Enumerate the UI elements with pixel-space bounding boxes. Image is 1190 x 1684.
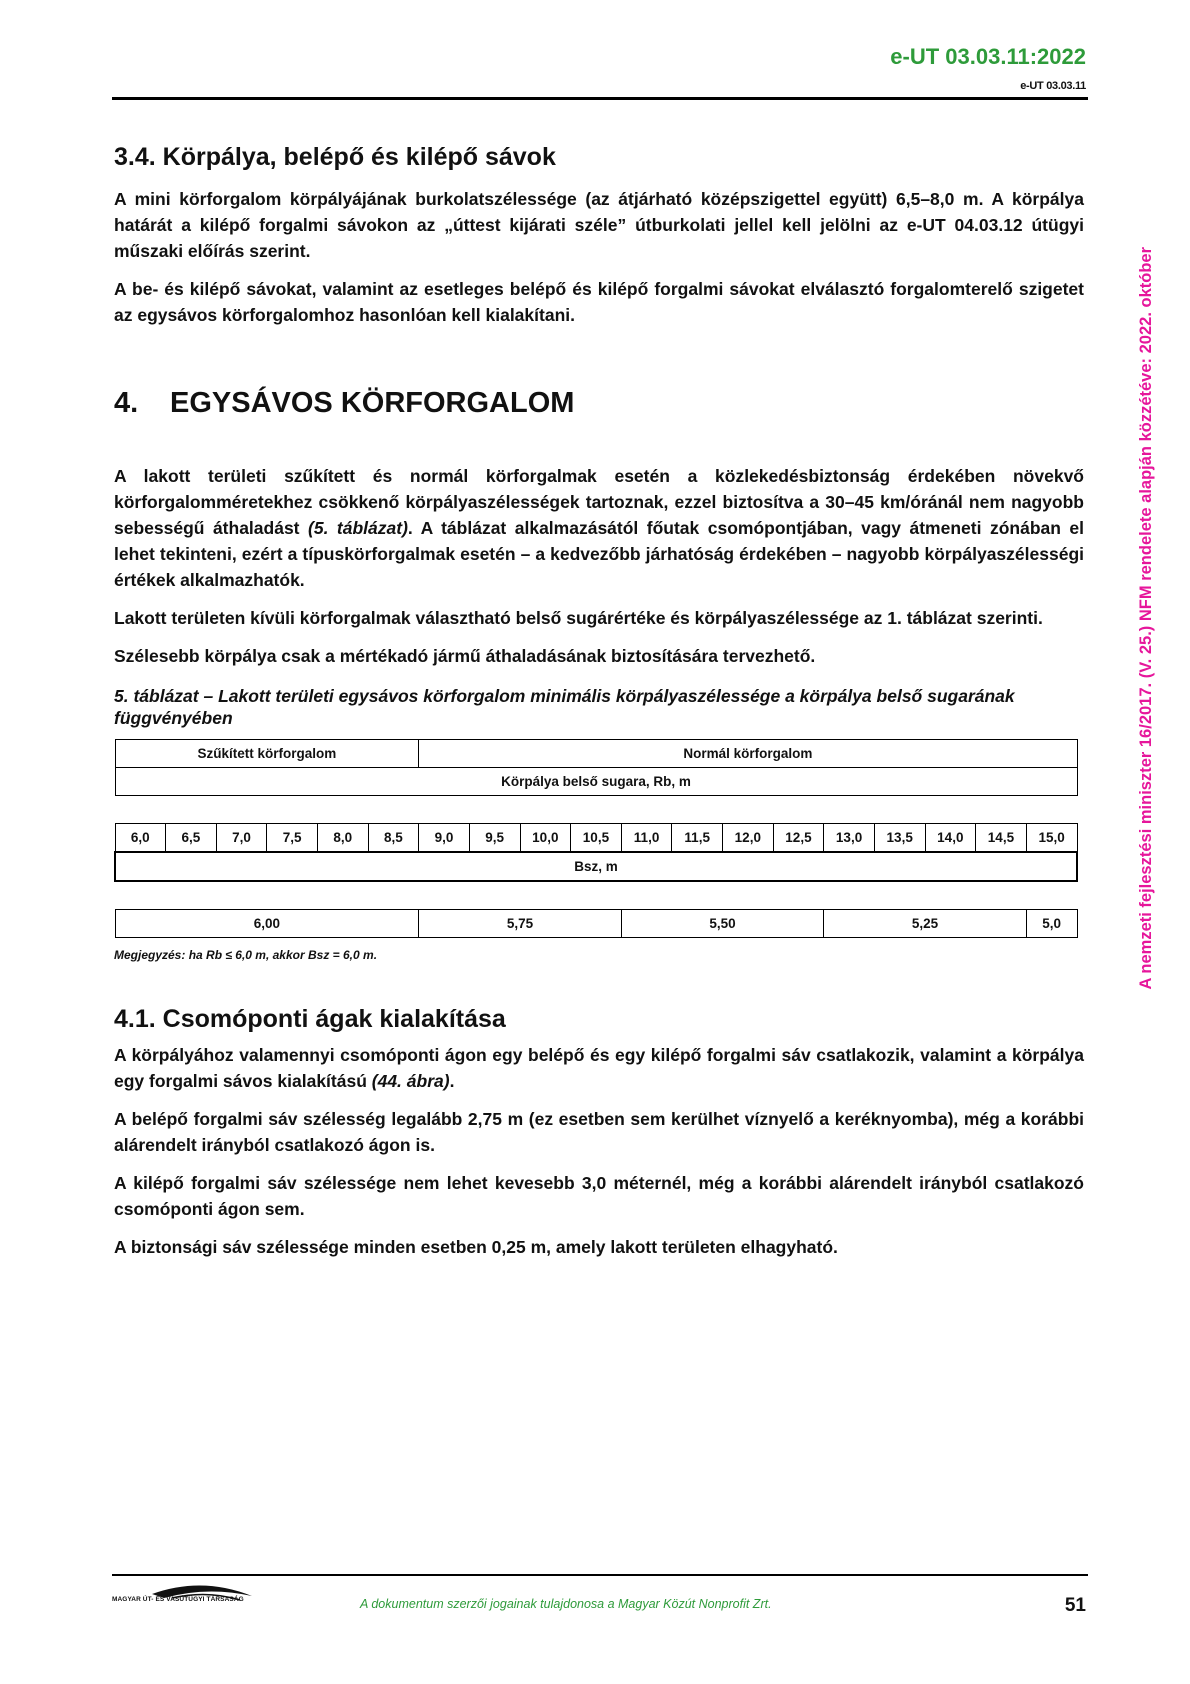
table-gap-row <box>115 795 1077 823</box>
section-4-paragraph-1-tail: . A táblázat alkalmazásától főutak csomópontjában, vagy átmeneti zónában el lehet tekinteni, ezért a típuskörforgalmak esetén – a kedvezőbb járhatóság érdekében – nagyobb körpályaszélességi értékek alkalmazhatók. <box>114 517 1085 590</box>
table-5 <box>114 739 1078 938</box>
radius-cell: 6,0 <box>115 823 166 852</box>
section-4-1-paragraph-3: A kilépő forgalmi sáv szélessége nem lehet kevesebb 3,0 méternél, még a korábbi alárendelt irányból csatlakozó csomóponti ágon sem. <box>114 1172 1084 1219</box>
radius-cell: 13,5 <box>874 823 925 852</box>
section-3-4-paragraph-1: A mini körforgalom körpályájának burkolatszélessége (az átjárható középszigettel együtt) 6,5–8,0 m. A körpálya határát a kilépő forgalmi sávokon az „úttest kijárati széle” útburkolati jellel kell jelölni az e-UT 04.03.12 útügyi műszaki előírás szerint. <box>114 189 1084 261</box>
side-publication-note-text: A nemzeti fejlesztési miniszter 16/2017. (V. 25.) NFM rendelete alapján közzétéve: 2022. október <box>1136 246 1155 990</box>
section-3-4-paragraph-2: A be- és kilépő sávokat, valamint az esetleges belépő és kilépő forgalmi sávokat elválasztó forgalomterelő szigetet az egysávos körforgalomhoz hasonlóan kell kialakítani. <box>114 279 1084 325</box>
radius-cell: 11,5 <box>672 823 723 852</box>
table-reference[interactable]: (5. táblázat) <box>308 517 408 538</box>
radius-cell: 8,5 <box>368 823 419 852</box>
table-radius-values-row <box>115 823 1077 852</box>
section-4-paragraph-3: Szélesebb körpálya csak a mértékadó jármű áthaladásának biztosítására tervezhető. <box>114 645 816 666</box>
table-group-normal: Normál körforgalom <box>419 739 1077 767</box>
page-number: 51 <box>1064 1595 1086 1616</box>
footer-copyright: A dokumentum szerzői jogainak tulajdonosa a Magyar Közút Nonprofit Zrt. <box>360 1597 772 1611</box>
figure-reference[interactable]: (44. ábra) <box>371 1070 450 1091</box>
table-gap-cell <box>115 795 1077 823</box>
section-4-1-paragraph-2: A belépő forgalmi sáv szélesség legalább 2,75 m (ez esetben sem kerülhet víznyelő a keréknyomba), még a korábbi alárendelt irányból csatlakozó ágon is. <box>114 1108 1084 1155</box>
section-4-1-paragraph-1-tail: . <box>449 1070 455 1091</box>
table-width-label-row <box>115 852 1077 881</box>
table-5-caption: 5. táblázat – Lakott területi egysávos körforgalom minimális körpályaszélessége a körpálya belső sugarának függvényében <box>114 685 1015 728</box>
radius-cell: 12,5 <box>773 823 824 852</box>
document-code-small: e-UT 03.03.11 <box>1020 80 1086 92</box>
section-4-1-paragraph-4: A biztonsági sáv szélessége minden esetben 0,25 m, amely lakott területen elhagyható. <box>114 1236 838 1257</box>
section-4-heading <box>114 386 1084 421</box>
section-3-4-heading: 3.4. Körpálya, belépő és kilépő sávok <box>114 143 556 171</box>
table-radius-label-row <box>115 767 1077 795</box>
radius-cell: 12,0 <box>723 823 774 852</box>
section-4-paragraph-1-text: A lakott területi szűkített és normál körforgalmak esetén a közlekedésbiztonság érdekében növekvő körforgalomméretekhez csökkenő körpályaszélességek tartoznak, ezzel biztosítva a 30–45 km/óránál nem nagyobb sebességű áthaladást <box>114 465 1084 538</box>
width-cell: 5,25 <box>824 909 1027 937</box>
table-width-values-row <box>115 909 1077 937</box>
table-gap-row <box>115 881 1077 910</box>
table-radius-label <box>115 767 1077 795</box>
radius-cell: 9,5 <box>469 823 520 852</box>
radius-cell: 14,5 <box>976 823 1027 852</box>
section-4-1-heading: 4.1. Csomóponti ágak kialakítása <box>114 1004 506 1033</box>
table-group-row <box>115 739 1077 767</box>
side-publication-note <box>1134 160 1158 1076</box>
radius-cell: 7,5 <box>267 823 318 852</box>
radius-cell: 7,0 <box>216 823 267 852</box>
radius-cell: 8,0 <box>318 823 369 852</box>
radius-cell: 13,0 <box>824 823 875 852</box>
section-4-paragraph-2: Lakott területen kívüli körforgalmak választható belső sugárértéke és körpályaszélessége az 1. táblázat szerinti. <box>114 607 1043 628</box>
header-rule <box>112 97 1088 100</box>
table-group-narrow: Szűkített körforgalom <box>115 739 419 767</box>
organization-logo-text: MAGYAR ÚT- ÉS VASÚTÜGYI TÁRSASÁG <box>112 1596 244 1603</box>
radius-cell: 9,0 <box>419 823 470 852</box>
radius-cell: 14,0 <box>925 823 976 852</box>
table-radius-label-text: Körpálya belső sugara, Rb, m <box>501 773 691 789</box>
section-4-number: 4. <box>114 387 139 419</box>
table-gap-cell <box>115 881 1077 910</box>
radius-cell: 11,0 <box>621 823 672 852</box>
document-code: e-UT 03.03.11:2022 <box>890 44 1086 69</box>
section-4-title: EGYSÁVOS KÖRFORGALOM <box>170 387 575 419</box>
radius-cell: 10,0 <box>520 823 571 852</box>
width-cell: 5,75 <box>419 909 622 937</box>
radius-cell: 6,5 <box>166 823 217 852</box>
section-4-paragraph-1 <box>114 463 1084 593</box>
section-4-1-paragraph-1 <box>114 1042 1084 1094</box>
radius-cell: 10,5 <box>571 823 622 852</box>
table-5-note: Megjegyzés: ha Rb ≤ 6,0 m, akkor Bsz = 6,0 m. <box>114 947 378 962</box>
table-width-label: Bsz, m <box>115 852 1077 881</box>
width-cell: 5,50 <box>621 909 824 937</box>
section-4-1-paragraph-1-text: A körpályához valamennyi csomóponti ágon egy belépő és egy kilépő forgalmi sáv csatlakozik, valamint a körpálya egy forgalmi sávos kialakítású <box>114 1044 1084 1091</box>
width-cell: 5,0 <box>1026 909 1077 937</box>
footer-rule <box>112 1574 1088 1576</box>
width-cell: 6,00 <box>115 909 419 937</box>
page-content <box>114 142 1084 1272</box>
radius-cell: 15,0 <box>1026 823 1077 852</box>
